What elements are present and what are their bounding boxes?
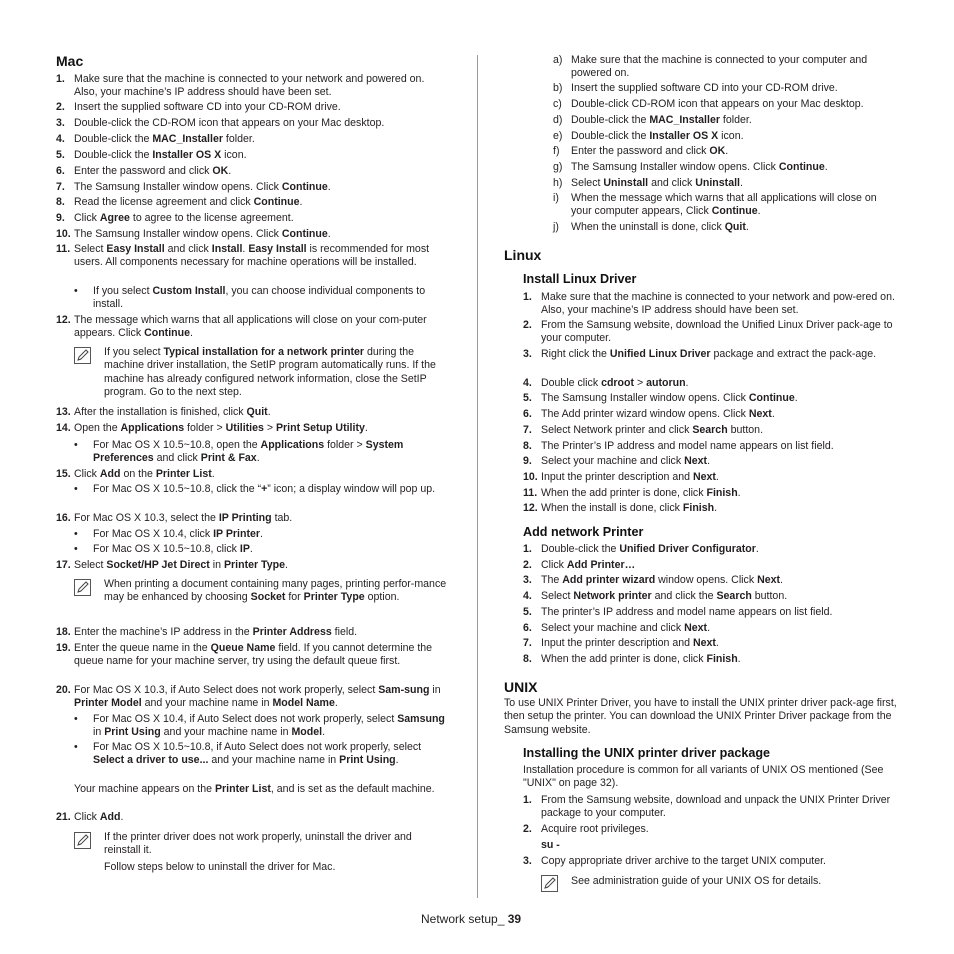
bold-term: Next [748, 408, 772, 420]
note-pencil-icon [74, 347, 91, 364]
text-run: After the installation is finished, click [74, 406, 247, 418]
text-run: . [327, 181, 331, 193]
text-run: . [260, 528, 263, 540]
uninstall-step-d: d) Double-click the MAC_Installer folder. [553, 114, 752, 126]
text-run: The Add printer wizard window opens. Click [541, 408, 749, 420]
text-run: Select [74, 559, 107, 571]
text-run: When the install is done, click [541, 502, 683, 514]
bold-term: Search [716, 590, 752, 602]
text-run: folder. [222, 133, 255, 145]
text-run: . [715, 471, 719, 483]
mac-step-20-result [74, 783, 448, 796]
install-linux-driver-heading: Install Linux Driver [523, 272, 637, 286]
text-run: . [256, 452, 260, 465]
unix-intro: To use UNIX Printer Driver, you have to install the UNIX printer driver pack-age first, then setup the printer. You can download the UNIX Printer Driver package from the Samsung website. [504, 697, 897, 736]
unix-package-heading: Installing the UNIX printer driver package [523, 746, 771, 760]
bold-term: Select a driver to use... [93, 754, 209, 767]
mac-step-2: 2. Insert the supplied software CD into your CD-ROM drive. [56, 101, 341, 113]
bold-term: Add [99, 811, 121, 823]
text-run: . [228, 165, 232, 177]
bold-term: Printer List [155, 468, 212, 480]
text-run: If you select [104, 346, 164, 358]
bold-term: Uninstall [603, 177, 649, 189]
text-run: The Printer’s IP address and model name appears on list field. [541, 440, 834, 452]
text-run: The message which warns that all applications will close on your com-puter appears. Click [74, 314, 427, 340]
text-run: Your machine appears on the [74, 783, 215, 795]
bold-term: Utilities [225, 422, 264, 434]
bold-term: + [261, 483, 268, 495]
add-printer-step-1: 1. Double-click the Unified Driver Configurator. [523, 543, 759, 555]
uninstall-step-f: f) Enter the password and click OK. [553, 145, 729, 157]
text-run: is recommended for most users. All components necessary for machine operations will be installed. [74, 243, 430, 269]
note-pencil-icon [74, 579, 91, 596]
mac-step-8: 8. Read the license agreement and click Continue. [56, 196, 303, 208]
text-run: in [93, 726, 105, 739]
text-run: The printer’s IP address and model name appears on list field. [541, 606, 833, 618]
bold-term: Next [684, 622, 708, 634]
bold-term: Easy Install [106, 243, 165, 255]
text-run: . [707, 622, 711, 634]
mac-step-9: 9. Click Agree to agree to the license agreement. [56, 212, 294, 224]
page-footer [421, 912, 521, 926]
text-run: For Mac OS X 10.5~10.8, click [93, 543, 240, 555]
bold-term: Next [757, 574, 781, 586]
text-run: . [242, 243, 249, 255]
text-run: button. [727, 424, 764, 436]
linux-step-5: 5. The Samsung Installer window opens. Click Continue. [523, 392, 798, 404]
bold-term: Continue [778, 161, 825, 173]
text-run: . [794, 392, 798, 404]
bold-term: Printer Address [252, 626, 332, 638]
bold-term: Install [211, 243, 243, 255]
linux-step-6: 6. The Add printer wizard window opens. Click Next. [523, 408, 775, 420]
text-run: button. [751, 590, 788, 602]
bold-term: Print & Fax [200, 452, 257, 465]
linux-step-12: 12. When the install is done, click Finish. [523, 502, 718, 514]
text-run: Enter the queue name in the [74, 642, 211, 654]
text-run: , and is set as the default machine. [270, 783, 435, 795]
bold-term: Applications [260, 439, 325, 451]
mac-heading: Mac [56, 53, 84, 69]
bold-term: Unified Driver Configurator [619, 543, 756, 555]
text-run: in [209, 559, 224, 571]
text-run: . [267, 406, 271, 418]
text-run: . [745, 221, 749, 233]
bold-term: OK [709, 145, 726, 157]
text-run: and click [153, 452, 201, 465]
bold-term: System Preferences [93, 439, 404, 465]
add-printer-step-7: 7. Input the printer description and Next. [523, 637, 719, 649]
unix-heading: UNIX [504, 679, 538, 695]
bold-term: Continue [711, 205, 758, 218]
text-run: Insert the supplied software CD into your CD-ROM drive. [571, 82, 838, 94]
bold-term: Continue [281, 181, 328, 193]
bold-term: Continue [748, 392, 795, 404]
text-run: For Mac OS X 10.5~10.8, click the “ [93, 483, 262, 495]
bold-term: Model Name [272, 697, 335, 710]
text-run: When the uninstall is done, click [571, 221, 725, 233]
text-run: . [739, 177, 743, 189]
linux-step-11: 11. When the add printer is done, click Finish. [523, 487, 741, 499]
text-run: If the printer driver does not work properly, uninstall the driver and reinstall it. [104, 831, 412, 857]
bold-term: Next [692, 471, 716, 483]
text-run: Click [74, 811, 100, 823]
mac-step-3: 3. Double-click the CD-ROM icon that appears on your Mac desktop. [56, 117, 385, 129]
uninstall-step-b: b) Insert the supplied software CD into your CD-ROM drive. [553, 82, 838, 94]
mac-step-12: 12. The message which warns that all applications will close on your com-puter appears. Click Continue. [56, 314, 427, 340]
text-run: Enter the machine’s IP address in the [74, 626, 253, 638]
text-run: Select your machine and click [541, 455, 685, 467]
bold-term: IP Printing [218, 512, 272, 524]
text-run: From the Samsung website, download the Unified Linux Driver pack-age to your computer. [541, 319, 893, 345]
text-run: . [395, 754, 399, 767]
mac-step-19: 19. Enter the queue name in the Queue Name field. If you cannot determine the queue name for your machine server, try using the default queue first. [56, 642, 433, 668]
text-run: and click the [651, 590, 717, 602]
text-run: Read the license agreement and click [74, 196, 254, 208]
linux-step-9: 9. Select your machine and click Next. [523, 455, 711, 467]
text-run: . [780, 574, 783, 586]
text-run: . [299, 196, 303, 208]
text-run: Make sure that the machine is connected to your computer and powered on. [571, 54, 868, 80]
text-run: When the message which warns that all applications will close on your computer appears, Click [571, 192, 877, 218]
mac-step-11: 11. Select Easy Install and click Install. Easy Install is recommended for most users. All components necessary for machine operations will be installed. [56, 243, 430, 269]
bold-term: Installer OS X [649, 130, 719, 142]
text-run: . [755, 543, 759, 555]
uninstall-step-e: e) Double-click the Installer OS X icon. [553, 130, 744, 142]
note-uninstall-driver [74, 831, 448, 874]
mac-step-14-bullet: • For Mac OS X 10.5~10.8, open the Applications folder > System Preferences and click Print & Fax. [74, 439, 404, 465]
linux-step-4: 4. Double click cdroot > autorun. [523, 377, 689, 389]
column-divider [477, 55, 478, 898]
bold-term: Custom Install [152, 285, 226, 297]
note-pencil-icon [541, 875, 558, 892]
text-run: The Samsung Installer window opens. Click [74, 228, 282, 240]
text-run: , you can choose individual components to install. [93, 285, 426, 311]
text-run: and click [648, 177, 696, 189]
note-socket-performance [74, 578, 448, 605]
uninstall-step-h: h) Select Uninstall and click Uninstall. [553, 177, 743, 189]
mac-step-20-bullet-2: • For Mac OS X 10.5~10.8, if Auto Select does not work properly, select Select a driver to use... and your machine name in Print Using. [74, 741, 422, 767]
text-run: For Mac OS X 10.4, click [93, 528, 214, 540]
text-run: The Samsung Installer window opens. Click [74, 181, 282, 193]
text-run: . [707, 455, 711, 467]
text-run: For Mac OS X 10.5~10.8, open the [93, 439, 261, 451]
mac-step-20-bullet-1: • For Mac OS X 10.4, if Auto Select does not work properly, select Samsung in Print Using and your machine name in Model. [74, 713, 445, 739]
add-printer-step-4: 4. Select Network printer and click the Search button. [523, 590, 788, 602]
text-run: to agree to the license agreement. [129, 212, 294, 224]
text-run: Enter the password and click [571, 145, 710, 157]
text-run: From the Samsung website, download and unpack the UNIX Printer Driver package to your computer. [541, 794, 891, 820]
text-run: . [120, 811, 124, 823]
text-run: For Mac OS X 10.5~10.8, if Auto Select does not work properly, select [93, 741, 422, 753]
bold-term: Add printer wizard [562, 574, 656, 586]
bold-term: Quit [246, 406, 268, 418]
text-run: Acquire root privileges. [541, 823, 649, 835]
text-run: during the machine driver installation, the SetIP program automatically runs. If the machine has already configured network information, close the SetIP program. Go to the next step. [104, 346, 436, 398]
text-run: Make sure that the machine is connected to your network and powered on. Also, your machine’s IP address should have been set. [74, 73, 425, 99]
text-run: icon. [221, 149, 247, 161]
linux-step-10: 10. Input the printer description and Next. [523, 471, 719, 483]
text-run: and your machine name in [208, 754, 340, 767]
text-run: For Mac OS X 10.3, select the [74, 512, 219, 524]
bold-term: Printer Model [74, 697, 142, 710]
mac-step-4: 4. Double-click the MAC_Installer folder. [56, 133, 255, 145]
bold-term: Sam-sung [378, 684, 430, 696]
linux-step-2: 2. From the Samsung website, download the Unified Linux Driver pack-age to your computer. [523, 319, 893, 345]
bold-term: Network printer [573, 590, 652, 602]
bold-term: IP [239, 543, 250, 555]
text-run: When the add printer is done, click [541, 653, 707, 665]
bold-term: MAC_Installer [152, 133, 223, 145]
text-run: folder. [719, 114, 752, 126]
add-network-printer-heading: Add network Printer [523, 525, 644, 539]
text-run: When printing a document containing many pages, printing perfor-mance may be enhanced by choosing [104, 578, 447, 604]
mac-step-11-bullet: • If you select Custom Install, you can choose individual components to install. [74, 285, 426, 311]
text-run: Enter the password and click [74, 165, 213, 177]
text-run: Input the printer description and [541, 637, 693, 649]
text-run: . [285, 559, 288, 571]
mac-step-21: 21. Click Add. [56, 811, 124, 823]
text-run: . [685, 377, 689, 389]
text-run: If you select [93, 285, 153, 297]
add-printer-step-2: 2. Click Add Printer… [523, 559, 636, 571]
bold-term: Continue [144, 327, 190, 340]
text-run: and click [164, 243, 212, 255]
mac-step-10: 10. The Samsung Installer window opens. Click Continue. [56, 228, 331, 240]
mac-step-7: 7. The Samsung Installer window opens. Click Continue. [56, 181, 331, 193]
bold-term: OK [212, 165, 229, 177]
text-run: Select Network printer and click [541, 424, 693, 436]
text-run: and your machine name in [141, 697, 273, 710]
bold-term: Installer OS X [152, 149, 222, 161]
text-run: Double-click the [74, 133, 153, 145]
linux-step-3: 3. Right click the Unified Linux Driver package and extract the pack-age. [523, 348, 877, 360]
text-run: The [541, 574, 563, 586]
text-run: Make sure that the machine is connected to your network and pow-ered on. Also, your machine’s IP address should have been set. [541, 291, 895, 317]
text-run: Double-click the CD-ROM icon that appears on your Mac desktop. [74, 117, 385, 129]
unix-step-1: 1. From the Samsung website, download and unpack the UNIX Printer Driver package to your computer. [523, 794, 891, 820]
uninstall-step-c: c) Double-click CD-ROM icon that appears on your Mac desktop. [553, 98, 864, 110]
text-run: ” icon; a display window will pop up. [267, 483, 436, 495]
bold-term: Agree [99, 212, 130, 224]
mac-step-1: 1. Make sure that the machine is connected to your network and powered on. Also, your machine’s IP address should have been set. [56, 73, 425, 99]
text-run: Select [571, 177, 604, 189]
text-run: . [322, 726, 326, 739]
text-run: See administration guide of your UNIX OS for details. [571, 875, 822, 887]
text-run: . [364, 422, 368, 434]
footer-section-label: Network setup_ [421, 912, 508, 926]
text-run: For Mac OS X 10.4, if Auto Select does not work properly, select [93, 713, 398, 725]
text-run: window opens. Click [655, 574, 758, 586]
text-run: . [327, 228, 331, 240]
text-run: Select [541, 590, 574, 602]
text-run: When the add printer is done, click [541, 487, 707, 499]
mac-step-17: 17. Select Socket/HP Jet Direct in Printer Type. [56, 559, 288, 571]
linux-step-7: 7. Select Network printer and click Search button. [523, 424, 764, 436]
page-number: 39 [507, 912, 522, 926]
add-printer-step-5: 5. The printer’s IP address and model name appears on list field. [523, 606, 833, 618]
bold-term: Continue [281, 228, 328, 240]
text-run: folder > [324, 439, 366, 451]
bold-term: Queue Name [210, 642, 276, 654]
mac-step-18: 18. Enter the machine’s IP address in the Printer Address field. [56, 626, 358, 638]
uninstall-step-g: g) The Samsung Installer window opens. Click Continue. [553, 161, 828, 173]
mac-step-6: 6. Enter the password and click OK. [56, 165, 232, 177]
bold-term: Model [291, 726, 323, 739]
bold-term: Applications [120, 422, 185, 434]
text-run: field. [331, 626, 358, 638]
add-printer-step-3: 3. The Add printer wizard window opens. Click Next. [523, 574, 783, 586]
linux-step-1: 1. Make sure that the machine is connected to your network and pow-ered on. Also, your machine’s IP address should have been set. [523, 291, 895, 317]
text-run: . [771, 408, 775, 420]
text-run: . [715, 637, 719, 649]
text-run: on the [120, 468, 156, 480]
bold-term: Uninstall [695, 177, 740, 189]
bold-term: Finish [706, 487, 738, 499]
text-run: Insert the supplied software CD into your CD-ROM drive. [74, 101, 341, 113]
note-uninstall-follow: Follow steps below to uninstall the driver for Mac. [104, 860, 336, 873]
unix-step-2: 2. Acquire root privileges. [523, 823, 649, 835]
text-run: . [249, 543, 253, 555]
text-run: . [725, 145, 729, 157]
text-run: Click [74, 468, 100, 480]
bold-term: Socket [250, 591, 286, 604]
add-printer-step-6: 6. Select your machine and click Next. [523, 622, 711, 634]
text-run: for [285, 591, 304, 604]
mac-step-16: 16. For Mac OS X 10.3, select the IP Printing tab. [56, 512, 293, 524]
add-printer-step-8: 8. When the add printer is done, click Finish. [523, 653, 741, 665]
uninstall-step-a: a) Make sure that the machine is connected to your computer and powered on. [553, 54, 868, 80]
mac-step-16-bullet-1: • For Mac OS X 10.4, click IP Printer. [74, 528, 263, 540]
text-run: Input the printer description and [541, 471, 693, 483]
bold-term: Add [99, 468, 121, 480]
bold-term: Finish [682, 502, 715, 514]
mac-step-13: 13. After the installation is finished, click Quit. [56, 406, 271, 418]
text-run: . [737, 653, 741, 665]
mac-step-16-bullet-2: • For Mac OS X 10.5~10.8, click IP. [74, 543, 253, 555]
mac-step-15: 15. Click Add on the Printer List. [56, 468, 215, 480]
text-run: Double-click the [541, 543, 620, 555]
mac-step-5: 5. Double-click the Installer OS X icon. [56, 149, 247, 161]
linux-step-8: 8. The Printer’s IP address and model name appears on list field. [523, 440, 834, 452]
bold-term: Continue [253, 196, 300, 208]
bold-term: autorun [646, 377, 686, 389]
text-run: . [211, 468, 215, 480]
bold-term: Print Setup Utility [275, 422, 365, 434]
bold-term: Samsung [397, 713, 445, 725]
mac-step-20: 20. For Mac OS X 10.3, if Auto Select does not work properly, select Sam-sung in Printer Model and your machine name in Model Name. [56, 684, 441, 710]
text-run: Double-click CD-ROM icon that appears on your Mac desktop. [571, 98, 864, 110]
bold-term: Printer Type [223, 559, 285, 571]
bold-term: Next [692, 637, 716, 649]
bold-term: Quit [724, 221, 746, 233]
text-run: . [334, 697, 338, 710]
text-run: Click [541, 559, 567, 571]
bold-term: Finish [706, 653, 738, 665]
bold-term: Next [684, 455, 708, 467]
text-run: The Samsung Installer window opens. Click [571, 161, 779, 173]
bold-term: IP Printer [213, 528, 261, 540]
bold-term: Search [692, 424, 728, 436]
text-run: Double-click the [571, 114, 650, 126]
text-run: . [189, 327, 193, 340]
text-run: . [714, 502, 718, 514]
linux-heading: Linux [504, 247, 542, 263]
bold-term: Add Printer… [566, 559, 636, 571]
text-run: in [429, 684, 441, 696]
bold-term: cdroot [601, 377, 635, 389]
text-run: . [757, 205, 761, 218]
text-run: field. If you cannot determine the queue name for your machine server, try using the default queue first. [74, 642, 433, 668]
bold-term: MAC_Installer [649, 114, 720, 126]
uninstall-step-j: j) When the uninstall is done, click Quit. [553, 221, 749, 233]
bold-term: Unified Linux Driver [609, 348, 711, 360]
unix-root-command: su - [541, 839, 560, 851]
note-unix-admin-guide [541, 874, 899, 888]
note-typical-installation [74, 346, 448, 399]
text-run: and your machine name in [160, 726, 292, 739]
text-run: The Samsung Installer window opens. Click [541, 392, 749, 404]
note-pencil-icon [74, 832, 91, 849]
text-run: folder > [184, 422, 226, 434]
text-run: For Mac OS X 10.3, if Auto Select does not work properly, select [74, 684, 379, 696]
text-run: . [737, 487, 741, 499]
text-run: > [634, 377, 647, 389]
text-run: Copy appropriate driver archive to the target UNIX computer. [541, 855, 826, 867]
bold-term: Typical installation for a network printer [163, 346, 365, 358]
text-run: Select [74, 243, 107, 255]
bold-term: Printer Type [303, 591, 365, 604]
bold-term: Printer List [214, 783, 271, 795]
text-run: Double-click the [571, 130, 650, 142]
uninstall-step-i: i) When the message which warns that all applications will close on your computer appears, Click Continue. [553, 192, 877, 218]
text-run: option. [364, 591, 400, 604]
text-run: Select your machine and click [541, 622, 685, 634]
bold-term: Print Using [104, 726, 161, 739]
bold-term: Easy Install [248, 243, 307, 255]
text-run: tab. [271, 512, 293, 524]
text-run: > [263, 422, 276, 434]
unix-step-3: 3. Copy appropriate driver archive to the target UNIX computer. [523, 855, 826, 867]
text-run: Double click [541, 377, 602, 389]
text-run: Open the [74, 422, 121, 434]
mac-step-14: 14. Open the Applications folder > Utilities > Print Setup Utility. [56, 422, 368, 434]
text-run: Right click the [541, 348, 610, 360]
bold-term: Print Using [339, 754, 396, 767]
text-run: Double-click the [74, 149, 153, 161]
mac-step-15-bullet: • For Mac OS X 10.5~10.8, click the “+” icon; a display window will pop up. [74, 483, 436, 495]
text-run: icon. [718, 130, 744, 142]
text-run: package and extract the pack-age. [710, 348, 877, 360]
unix-package-intro: Installation procedure is common for all variants of UNIX OS mentioned (See "UNIX" on page 32). [523, 764, 884, 790]
text-run: . [824, 161, 828, 173]
text-run: Click [74, 212, 100, 224]
bold-term: Socket/HP Jet Direct [106, 559, 210, 571]
